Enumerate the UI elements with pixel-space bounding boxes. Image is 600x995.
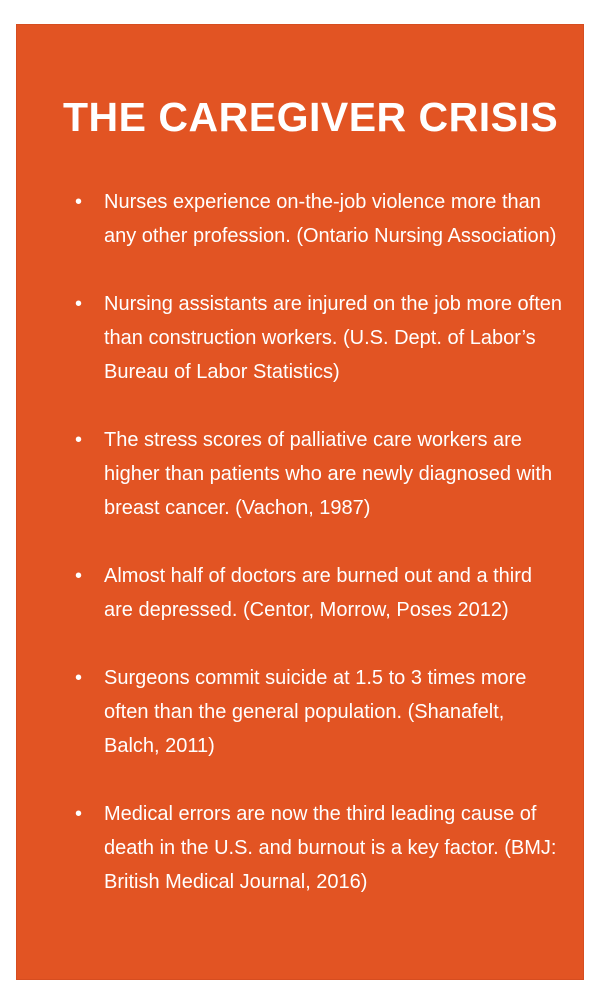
list-item xyxy=(75,661,565,763)
list-item-text: Medical errors are now the third leading cause of death in the U.S. and burnout is a key factor. (BMJ: British Medical Journal, 2016) xyxy=(104,803,557,893)
bullet-icon: • xyxy=(75,565,83,587)
list-item-text: Almost half of doctors are burned out and a third are depressed. (Centor, Morrow, Poses 2012) xyxy=(104,565,533,621)
list-item-text: Nurses experience on-the-job violence more than any other profession. (Ontario Nursing Association) xyxy=(104,191,557,247)
list-item-text: Surgeons commit suicide at 1.5 to 3 times more often than the general population. (Shanafelt, Balch, 2011) xyxy=(104,667,527,757)
bullet-icon: • xyxy=(75,293,83,315)
list-item xyxy=(75,185,565,253)
panel-title: THE CAREGIVER CRISIS xyxy=(63,94,559,140)
bullet-icon: • xyxy=(75,429,83,451)
info-panel xyxy=(16,24,584,980)
list-item xyxy=(75,559,565,627)
bullet-icon: • xyxy=(75,191,83,213)
list-item xyxy=(75,423,565,525)
list-item-text: The stress scores of palliative care workers are higher than patients who are newly diagnosed with breast cancer. (Vachon, 1987) xyxy=(104,429,553,519)
list-item-text: Nursing assistants are injured on the job more often than construction workers. (U.S. Dept. of Labor’s Bureau of Labor Statistics) xyxy=(104,293,563,383)
bullet-icon: • xyxy=(75,803,83,825)
list-item xyxy=(75,287,565,389)
bullet-icon: • xyxy=(75,667,83,689)
list-item xyxy=(75,797,565,899)
crisis-facts-list xyxy=(75,185,565,933)
